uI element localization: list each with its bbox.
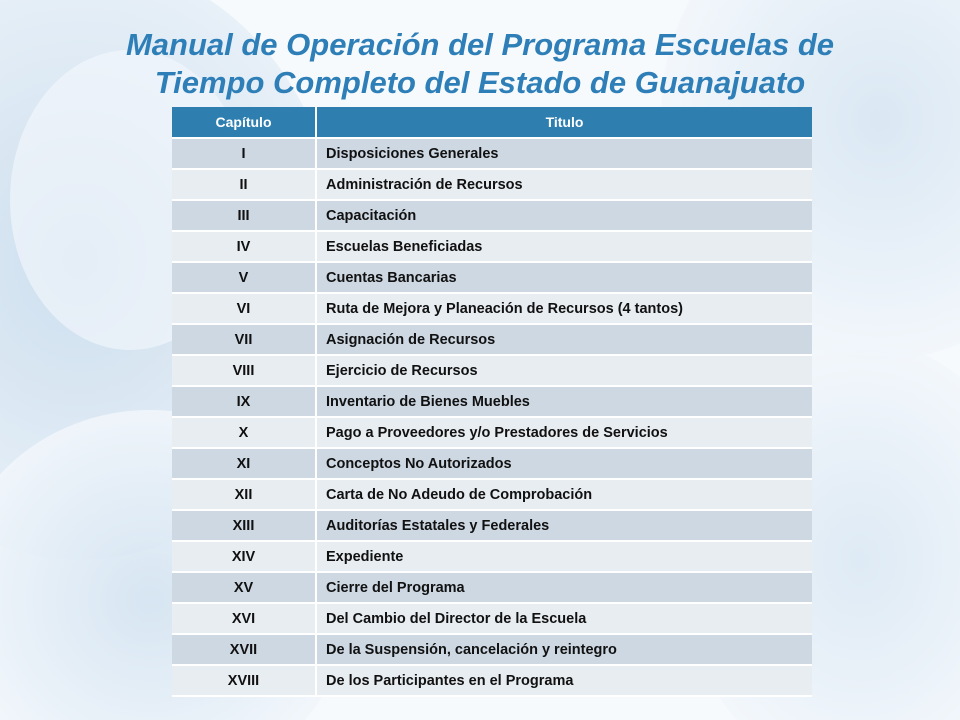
chapter-title: Administración de Recursos: [316, 169, 812, 200]
page-title: [0, 26, 960, 102]
chapter-number: XIV: [172, 541, 316, 572]
table-row: [172, 262, 812, 293]
chapter-title: De los Participantes en el Programa: [316, 665, 812, 696]
chapter-title: Capacitación: [316, 200, 812, 231]
chapter-title: Ejercicio de Recursos: [316, 355, 812, 386]
column-header-chapter: Capítulo: [172, 107, 316, 138]
table-row: [172, 169, 812, 200]
chapter-title: Disposiciones Generales: [316, 138, 812, 169]
table-row: [172, 324, 812, 355]
table-row: [172, 200, 812, 231]
table-row: [172, 510, 812, 541]
chapter-number: XVIII: [172, 665, 316, 696]
chapter-title: Ruta de Mejora y Planeación de Recursos (4 tantos): [316, 293, 812, 324]
table-row: [172, 386, 812, 417]
chapter-title: Del Cambio del Director de la Escuela: [316, 603, 812, 634]
chapter-number: XVI: [172, 603, 316, 634]
chapter-number: IX: [172, 386, 316, 417]
chapter-number: I: [172, 138, 316, 169]
chapter-number: XVII: [172, 634, 316, 665]
chapter-number: VIII: [172, 355, 316, 386]
chapter-title: Inventario de Bienes Muebles: [316, 386, 812, 417]
chapter-number: X: [172, 417, 316, 448]
title-line-1: Manual de Operación del Programa Escuelas de: [125, 27, 835, 62]
table-row: [172, 541, 812, 572]
chapter-number: VII: [172, 324, 316, 355]
table-row: [172, 138, 812, 169]
chapters-table: [172, 107, 812, 697]
table-row: [172, 293, 812, 324]
title-line-2: Tiempo Completo del Estado de Guanajuato: [154, 65, 806, 100]
chapter-number: IV: [172, 231, 316, 262]
chapter-number: XI: [172, 448, 316, 479]
chapter-title: Auditorías Estatales y Federales: [316, 510, 812, 541]
table-row: [172, 572, 812, 603]
chapter-title: Carta de No Adeudo de Comprobación: [316, 479, 812, 510]
table-row: [172, 603, 812, 634]
table-row: [172, 634, 812, 665]
chapter-title: Conceptos No Autorizados: [316, 448, 812, 479]
chapter-number: VI: [172, 293, 316, 324]
table-row: [172, 231, 812, 262]
chapter-title: Asignación de Recursos: [316, 324, 812, 355]
table-row: [172, 448, 812, 479]
chapter-title: Escuelas Beneficiadas: [316, 231, 812, 262]
table-row: [172, 479, 812, 510]
column-header-title: Titulo: [316, 107, 812, 138]
table-row: [172, 417, 812, 448]
chapter-number: III: [172, 200, 316, 231]
chapter-title: Pago a Proveedores y/o Prestadores de Servicios: [316, 417, 812, 448]
chapter-title: De la Suspensión, cancelación y reintegro: [316, 634, 812, 665]
chapter-number: V: [172, 262, 316, 293]
chapter-number: II: [172, 169, 316, 200]
chapter-title: Expediente: [316, 541, 812, 572]
chapter-title: Cuentas Bancarias: [316, 262, 812, 293]
chapter-number: XV: [172, 572, 316, 603]
chapter-number: XIII: [172, 510, 316, 541]
table-row: [172, 355, 812, 386]
chapter-number: XII: [172, 479, 316, 510]
table-row: [172, 665, 812, 696]
table-header-row: [172, 107, 812, 138]
chapter-title: Cierre del Programa: [316, 572, 812, 603]
